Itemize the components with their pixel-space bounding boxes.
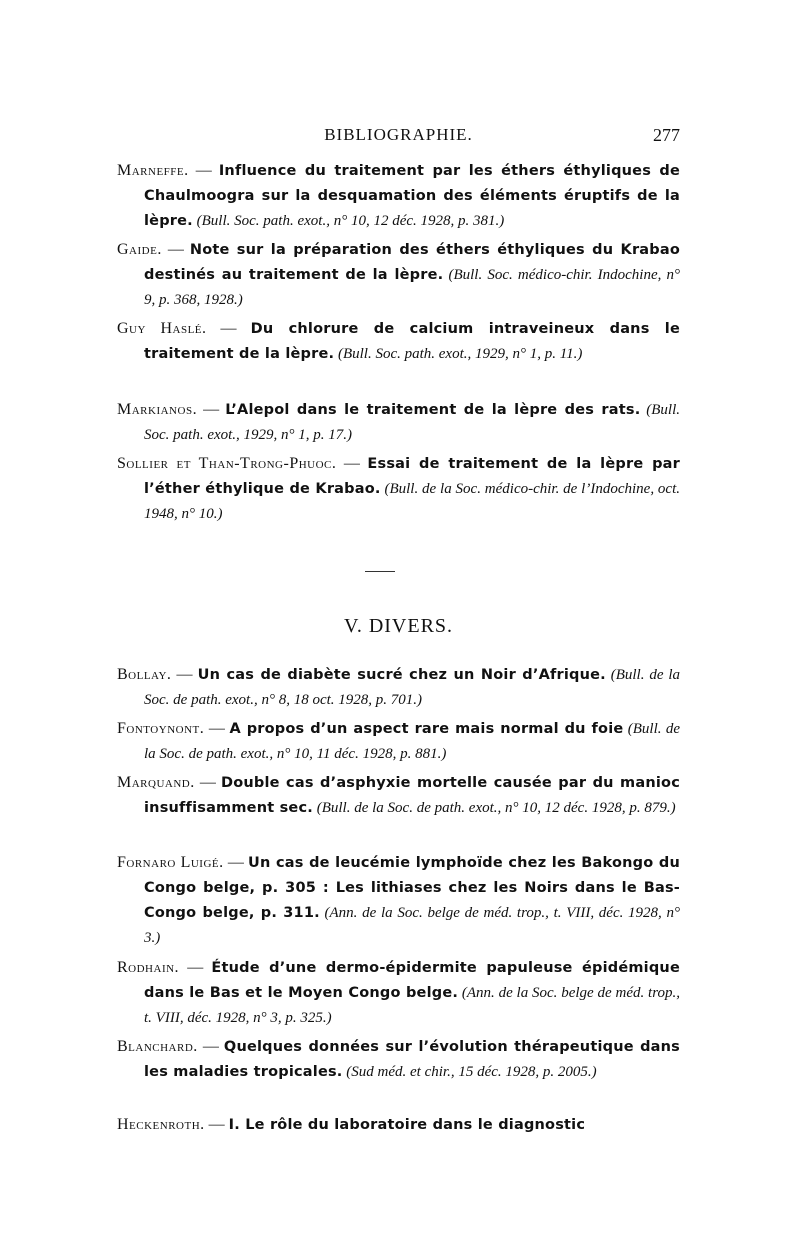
entry-dash: — <box>197 1038 224 1055</box>
entry-reference: (Bull. de la Soc. de path. exot., n° 10, 12 déc. 1928, p. 879.) <box>312 800 676 816</box>
entry-dash: — <box>206 320 251 337</box>
entry-author: Blanchard. <box>117 1038 198 1055</box>
entry-title: Note sur la préparation des éthers éthyliques du Krabao destinés au traitement de la lèpre. <box>144 242 681 283</box>
entry-dash: — <box>194 774 221 791</box>
bibliography-entry <box>117 716 680 766</box>
entry-dash: — <box>161 241 190 258</box>
entry-title: L’Alepol dans le traitement de la lèpre des rats. <box>225 402 641 418</box>
entry-author: Heckenroth. <box>117 1116 205 1133</box>
entry-reference: (Bull. de la Soc. médico-chir. de l’Indochine, oct. 1948, n° 10.) <box>144 481 680 522</box>
entry-reference: (Bull. de la Soc. de path. exot., n° 8, 18 oct. 1928, p. 701.) <box>144 667 680 708</box>
entry-title: Influence du traitement par les éthers éthyliques de Chaulmoogra sur la desquamation des éléments éruptifs de la lèpre. <box>144 163 680 229</box>
bibliography-entry <box>117 770 680 820</box>
entry-dash: — <box>188 162 219 179</box>
entry-author: Rodhain. <box>117 959 180 976</box>
entry-title: I. Le rôle du laboratoire dans le diagnostic <box>228 1117 586 1133</box>
entry-reference: (Bull. Soc. path. exot., 1929, n° 1, p. 17.) <box>144 402 680 443</box>
entry-title: Double cas d’asphyxie mortelle causée par du manioc insuffisamment sec. <box>144 775 681 816</box>
entry-author: Fornaro Luigé. <box>117 854 224 871</box>
bibliography-entry <box>117 850 680 950</box>
entry-dash: — <box>223 854 249 871</box>
entry-author: Fontoynont. <box>117 720 205 737</box>
page-header <box>117 125 680 151</box>
entry-author: Sollier et Than-Trong-Phuoc. <box>117 455 337 472</box>
section-title: V. DIVERS. <box>343 615 454 637</box>
page-number: 277 <box>653 125 680 145</box>
running-head: BIBLIOGRAPHIE. <box>324 125 473 144</box>
entry-reference: (Bull. Soc. path. exot., 1929, n° 1, p. 11.) <box>334 346 583 362</box>
entry-title: Un cas de diabète sucré chez un Noir d’Afrique. <box>197 667 606 683</box>
entry-reference: (Bull. Soc. médico-chir. Indochine, n° 9, p. 368, 1928.) <box>144 267 681 308</box>
entry-dash: — <box>336 455 368 472</box>
entry-title: Du chlorure de calcium intraveineux dans le traitement de la lèpre. <box>144 321 681 362</box>
bibliography-entry <box>117 662 680 712</box>
entry-title: Essai de traitement de la lèpre par l’éther éthylique de Krabao. <box>144 456 681 497</box>
entry-title: Étude d’une dermo-épidermite papuleuse épidémique dans le Bas et le Moyen Congo belge. <box>144 960 680 1001</box>
entry-title: Un cas de leucémie lymphoïde chez les Bakongo du Congo belge, p. 305 : Les lithiases chez les Noirs dans le Bas-Congo belge, p. 311. <box>144 855 680 921</box>
bibliography-entry <box>117 237 680 312</box>
entry-author: Bollay. <box>117 666 172 683</box>
entry-reference: (Bull. Soc. path. exot., n° 10, 12 déc. 1928, p. 381.) <box>192 213 505 229</box>
entry-author: Markianos. <box>117 401 198 418</box>
bibliography-entry <box>117 1034 680 1084</box>
entry-reference: (Bull. de la Soc. de path. exot., n° 10, 11 déc. 1928, p. 881.) <box>144 721 681 762</box>
entry-dash: — <box>204 1116 229 1133</box>
bibliography-entry <box>117 316 680 366</box>
entry-author: Guy Haslé. <box>117 320 207 337</box>
bibliography-entry <box>117 955 680 1030</box>
bibliography-entry <box>117 397 680 447</box>
entry-dash: — <box>171 666 198 683</box>
entry-title: Quelques données sur l’évolution thérapeutique dans les maladies tropicales. <box>144 1039 680 1080</box>
bibliography-entry <box>117 158 680 233</box>
entry-dash: — <box>204 720 230 737</box>
entry-reference: (Ann. de la Soc. belge de méd. trop., t. VIII, déc. 1928, n° 3, p. 325.) <box>144 985 680 1026</box>
bibliography-entry <box>117 451 680 526</box>
entry-dash: — <box>197 401 226 418</box>
entry-author: Marneffe. <box>117 162 189 179</box>
entry-reference: (Sud méd. et chir., 15 déc. 1928, p. 2005.) <box>342 1064 597 1080</box>
entry-dash: — <box>179 959 212 976</box>
entry-author: Marquand. <box>117 774 195 791</box>
entry-reference: (Ann. de la Soc. belge de méd. trop., t. VIII, déc. 1928, n° 3.) <box>144 905 680 946</box>
entry-author: Gaide. <box>117 241 162 258</box>
entry-title: A propos d’un aspect rare mais normal du foie <box>229 721 624 737</box>
bibliography-entry <box>117 1112 680 1137</box>
section-divider <box>365 571 395 572</box>
